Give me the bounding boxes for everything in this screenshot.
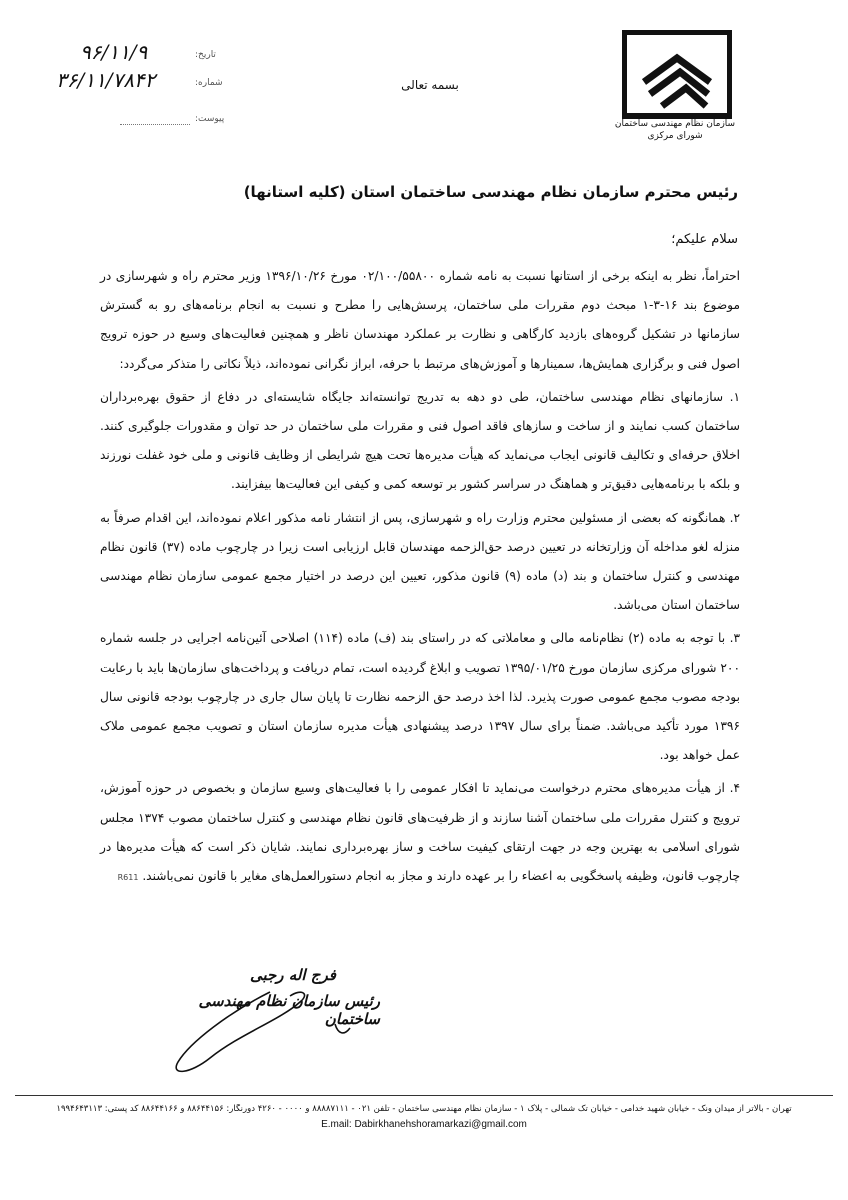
item-2: ۲. همانگونه که بعضی از مسئولین محترم وزارت راه و شهرسازی، پس از انتشار نامه مذکور اعلام نموده‌اند، این اقدام صرفاً به منزله لغو مداخله آن وزارتخانه در تعیین درصد حق‌الزحمه مهندسان قابل ارزیابی است زیرا در چارچوب ماده (۳۷) قانون نظام مهندسی و کنترل ساختمان و بند (د) ماده (۹) قانون مذکور، تعیین این درصد در اختیار مجمع عمومی سازمان نظام مهندسی ساختمان استان می‌باشد.	[100, 510, 740, 613]
bismillah-heading: بسمه تعالی	[401, 78, 459, 92]
number-label: شماره:	[195, 78, 223, 88]
intro-paragraph: احتراماً، نظر به اینکه برخی از استانها نسبت به نامه شماره ۰۲/۱۰۰/۵۵۸۰۰ مورخ ۱۳۹۶/۱۰/۲۶ وزیر محترم راه و شهرسازی در موضوع بند ۱۶-۳-۱ مبحث دوم مقررات ملی ساختمان، پرسش‌هایی را مطرح و نسبت به انجام برنامه‌های رو به گسترش سازمانها در تشکیل گروه‌های بازدید کارگاهی و نظارت بر عملکرد مهندسان ناظر و همچنین فعالیت‌های وسیع در حوزه ترویج اصول فنی و برگزاری همایش‌ها، سمینارها و آموزش‌های مرتبط با حرفه، ابراز نگرانی نموده‌اند، ذیلاً نکاتی را متذکر می‌گردد:	[100, 269, 741, 371]
reference-code: R611	[117, 873, 139, 883]
date-label: تاریخ:	[195, 50, 216, 60]
signatory-name: فرج اله رجبی	[250, 966, 336, 984]
logo-emblem-icon	[622, 30, 732, 120]
signature-block	[130, 962, 380, 1082]
organization-name	[600, 118, 750, 142]
org-name-line2: شورای مرکزی	[647, 131, 703, 141]
signatory-title: رئیس سازمان نظام مهندسی ساختمان	[198, 992, 380, 1028]
number-value: ۳۶/۱۱/۷۸۴۲	[56, 68, 156, 92]
salutation: سلام علیکم؛	[671, 232, 738, 247]
attachment-dotted-line	[120, 124, 190, 125]
attachment-label: پیوست:	[195, 114, 225, 124]
footer-address: تهران - بالاتر از میدان ونک - خیابان شهید خدامی - خیابان تک شمالی - پلاک ۱ - سازمان نظام مهندسی ساختمان - تلفن ۰۲۱ - ۸۸۸۸۷۱۱۱ و ۰۰۰۰ - ۴۲۶۰ دورنگار: ۸۸۶۴۴۱۵۶ و ۸۸۶۴۴۱۶۶ کد پستی: ۱۹۹۴۶۴۳۱۱۳	[56, 1104, 792, 1114]
item-4	[100, 774, 740, 892]
item-4-text: ۴. از هیأت مدیره‌های محترم درخواست می‌نماید تا افکار عمومی را با فعالیت‌های وسیع سازمان و بخصوص در حوزه آموزش، ترویج و کنترل مقررات ملی ساختمان آشنا سازند و از ظرفیت‌های قانون نظام مهندسی و کنترل ساختمان مصوب ۱۳۷۴ مجلس شورای اسلامی به بهترین وجه در جهت ارتقای کیفیت ساخت و ساز بهره‌برداری نمایند. شایان ذکر است که هیأت مدیره‌ها در چارچوب قانون، وظیفه پاسخگویی به اعضاء را بر عهده دارند و مجاز به انجام دستورالعمل‌های مغایر با قانون نمی‌باشند.	[100, 781, 741, 884]
letter-body	[100, 262, 740, 896]
date-value: ۹۶/۱۱/۹	[80, 40, 148, 64]
footer-email: E.mail: Dabirkhanehshoramarkazi@gmail.com	[321, 1119, 527, 1130]
org-name-line1: سازمان نظام مهندسی ساختمان	[614, 119, 736, 129]
recipient-line: رئیس محترم سازمان نظام مهندسی ساختمان استان (کلیه استانها)	[243, 183, 738, 201]
item-1: ۱. سازمانهای نظام مهندسی ساختمان، طی دو دهه به تدریج توانسته‌اند جایگاه شایسته‌ای در دفاع از حقوق بهره‌برداران ساختمان کسب نمایند و از ساخت و سازهای فاقد اصول فنی و مقررات ملی ساختمان در حد توان و مقدورات جلوگیری کنند. اخلاق حرفه‌ای و تکالیف قانونی ایجاب می‌نماید که هیأت مدیره‌ها تحت هیچ شرایطی از وظایف قانونی و ملی خود غفلت نورزند و بلکه با برنامه‌هایی دقیق‌تر و هماهنگ در سراسر کشور بر توسعه کمی و کیفی این فعالیت‌ها بیفزایند.	[100, 389, 740, 492]
item-3: ۳. با توجه به ماده (۲) نظام‌نامه مالی و معاملاتی که در راستای بند (ف) ماده (۱۱۴) اصلاحی آئین‌نامه اجرایی در جلسه شماره ۲۰۰ شورای مرکزی سازمان مورخ ۱۳۹۵/۰۱/۲۵ تصویب و ابلاغ گردیده است، تمام دریافت و پرداخت‌های سازمان‌ها باید با رعایت بودجه مصوب مجمع عمومی صورت پذیرد. لذا اخذ درصد حق الزحمه نظارت تا پایان سال جاری در چارچوب بودجه قانونی سال ۱۳۹۶ مورد تأکید می‌باشد. ضمناً برای سال ۱۳۹۷ درصد پیشنهادی هیأت مدیره سازمان استان و تصویب مجمع عمومی ملاک عمل خواهد بود.	[100, 631, 741, 763]
letter-meta-block	[40, 40, 225, 130]
footer-divider	[15, 1095, 833, 1096]
